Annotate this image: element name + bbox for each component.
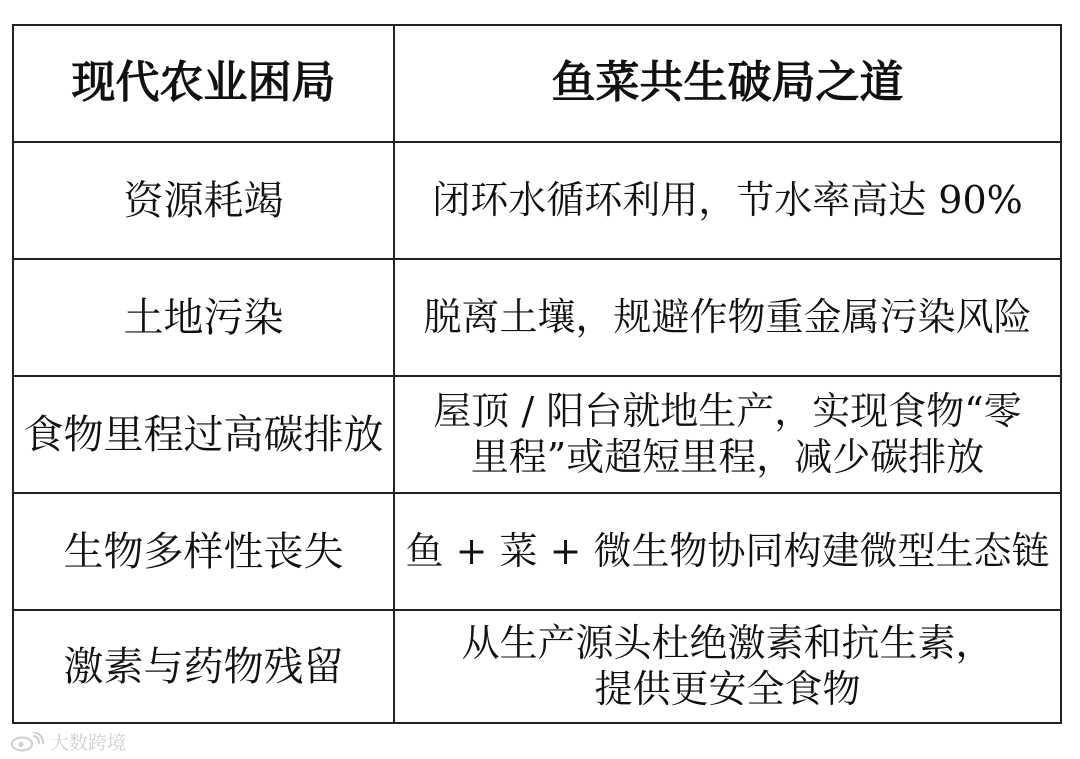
row-3-solution-line-2: 里程”或超短里程，减少碳排放 [470, 434, 985, 479]
row-5-solution [395, 611, 1060, 722]
watermark [10, 728, 126, 755]
header-problem: 现代农业困局 [14, 26, 395, 143]
row-2-solution [395, 260, 1060, 377]
row-1-problem: 资源耗竭 [14, 143, 395, 260]
header-solution: 鱼菜共生破局之道 [395, 26, 1060, 143]
row-3-solution-line-1: 屋顶 / 阳台就地生产，实现食物“零 [433, 388, 1022, 433]
row-5-solution-line-1: 从生产源头杜绝激素和抗生素， [461, 620, 994, 665]
weibo-logo-icon [10, 732, 46, 752]
row-3-problem: 食物里程过高碳排放 [14, 377, 395, 494]
row-2-solution-line-1: 脱离土壤，规避作物重金属污染风险 [423, 294, 1032, 339]
row-1-solution [395, 143, 1060, 260]
row-4-solution-line-1: 鱼 + 菜 + 微生物协同构建微型生态链 [405, 528, 1050, 573]
row-3-solution [395, 377, 1060, 494]
watermark-text: 大数跨境 [50, 732, 127, 754]
row-5-problem: 激素与药物残留 [14, 611, 395, 722]
row-2-problem: 土地污染 [14, 260, 395, 377]
comparison-table [12, 24, 1062, 724]
row-1-solution-line-1: 闭环水循环利用，节水率高达 90% [432, 177, 1023, 222]
row-5-solution-line-2: 提供更安全食物 [594, 666, 861, 711]
row-4-problem: 生物多样性丧失 [14, 494, 395, 611]
row-4-solution [395, 494, 1060, 611]
